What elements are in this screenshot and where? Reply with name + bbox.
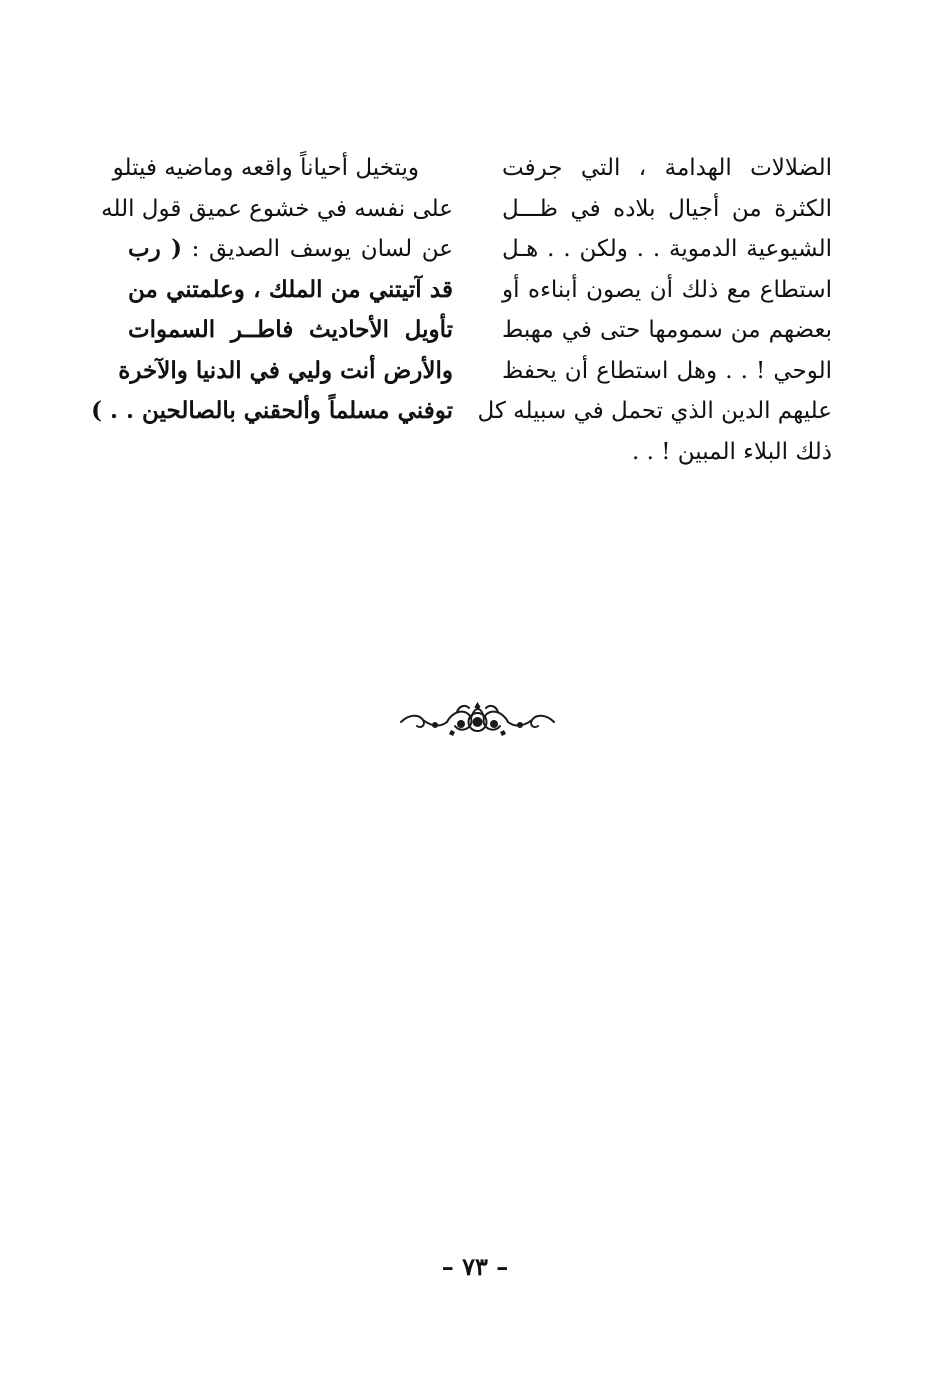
- text-line: استطاع مع ذلك أن يصون أبناءه أو: [502, 276, 832, 303]
- quran-quote-line: توفني مسلماً وألحقني بالصالحين . . ): [91, 397, 453, 424]
- quran-quote-start: ( رب: [128, 235, 182, 262]
- text-line: الضلالات الهدامة ، التي جرفت: [502, 155, 832, 181]
- text-line: بعضهم من سمومها حتى في مهبط: [502, 317, 832, 343]
- text-line: الوحي ! . . وهل استطاع أن يحفظ: [502, 357, 832, 384]
- text-line: ويتخيل أحياناً واقعه وماضيه فيتلو: [112, 155, 419, 181]
- text-line: ذلك البلاء المبين ! . .: [631, 438, 832, 465]
- floral-ornament-icon: [395, 700, 560, 742]
- text-line: الكثرة من أجيال بلاده في ظـــل: [502, 195, 832, 222]
- quran-quote-line: قد آتيتني من الملك ، وعلمتني من: [128, 275, 453, 303]
- text-line: الشيوعية الدموية . . ولكن . . هـل: [502, 236, 832, 262]
- left-text-column: [91, 148, 454, 432]
- page-number: – ٧٣ –: [441, 1252, 509, 1281]
- quran-quote-line: والأرض أنت وليي في الدنيا والآخرة: [118, 356, 453, 384]
- text-line: [128, 229, 453, 270]
- quran-quote-line: تأويل الأحاديث فاطــر السموات: [128, 316, 453, 343]
- text-fragment: عن لسان يوسف الصديق :: [191, 236, 454, 262]
- text-line: عليهم الدين الذي تحمل في سبيله كل: [477, 398, 832, 424]
- text-line: على نفسه في خشوع عميق قول الله: [101, 195, 453, 222]
- right-text-column: [477, 148, 832, 472]
